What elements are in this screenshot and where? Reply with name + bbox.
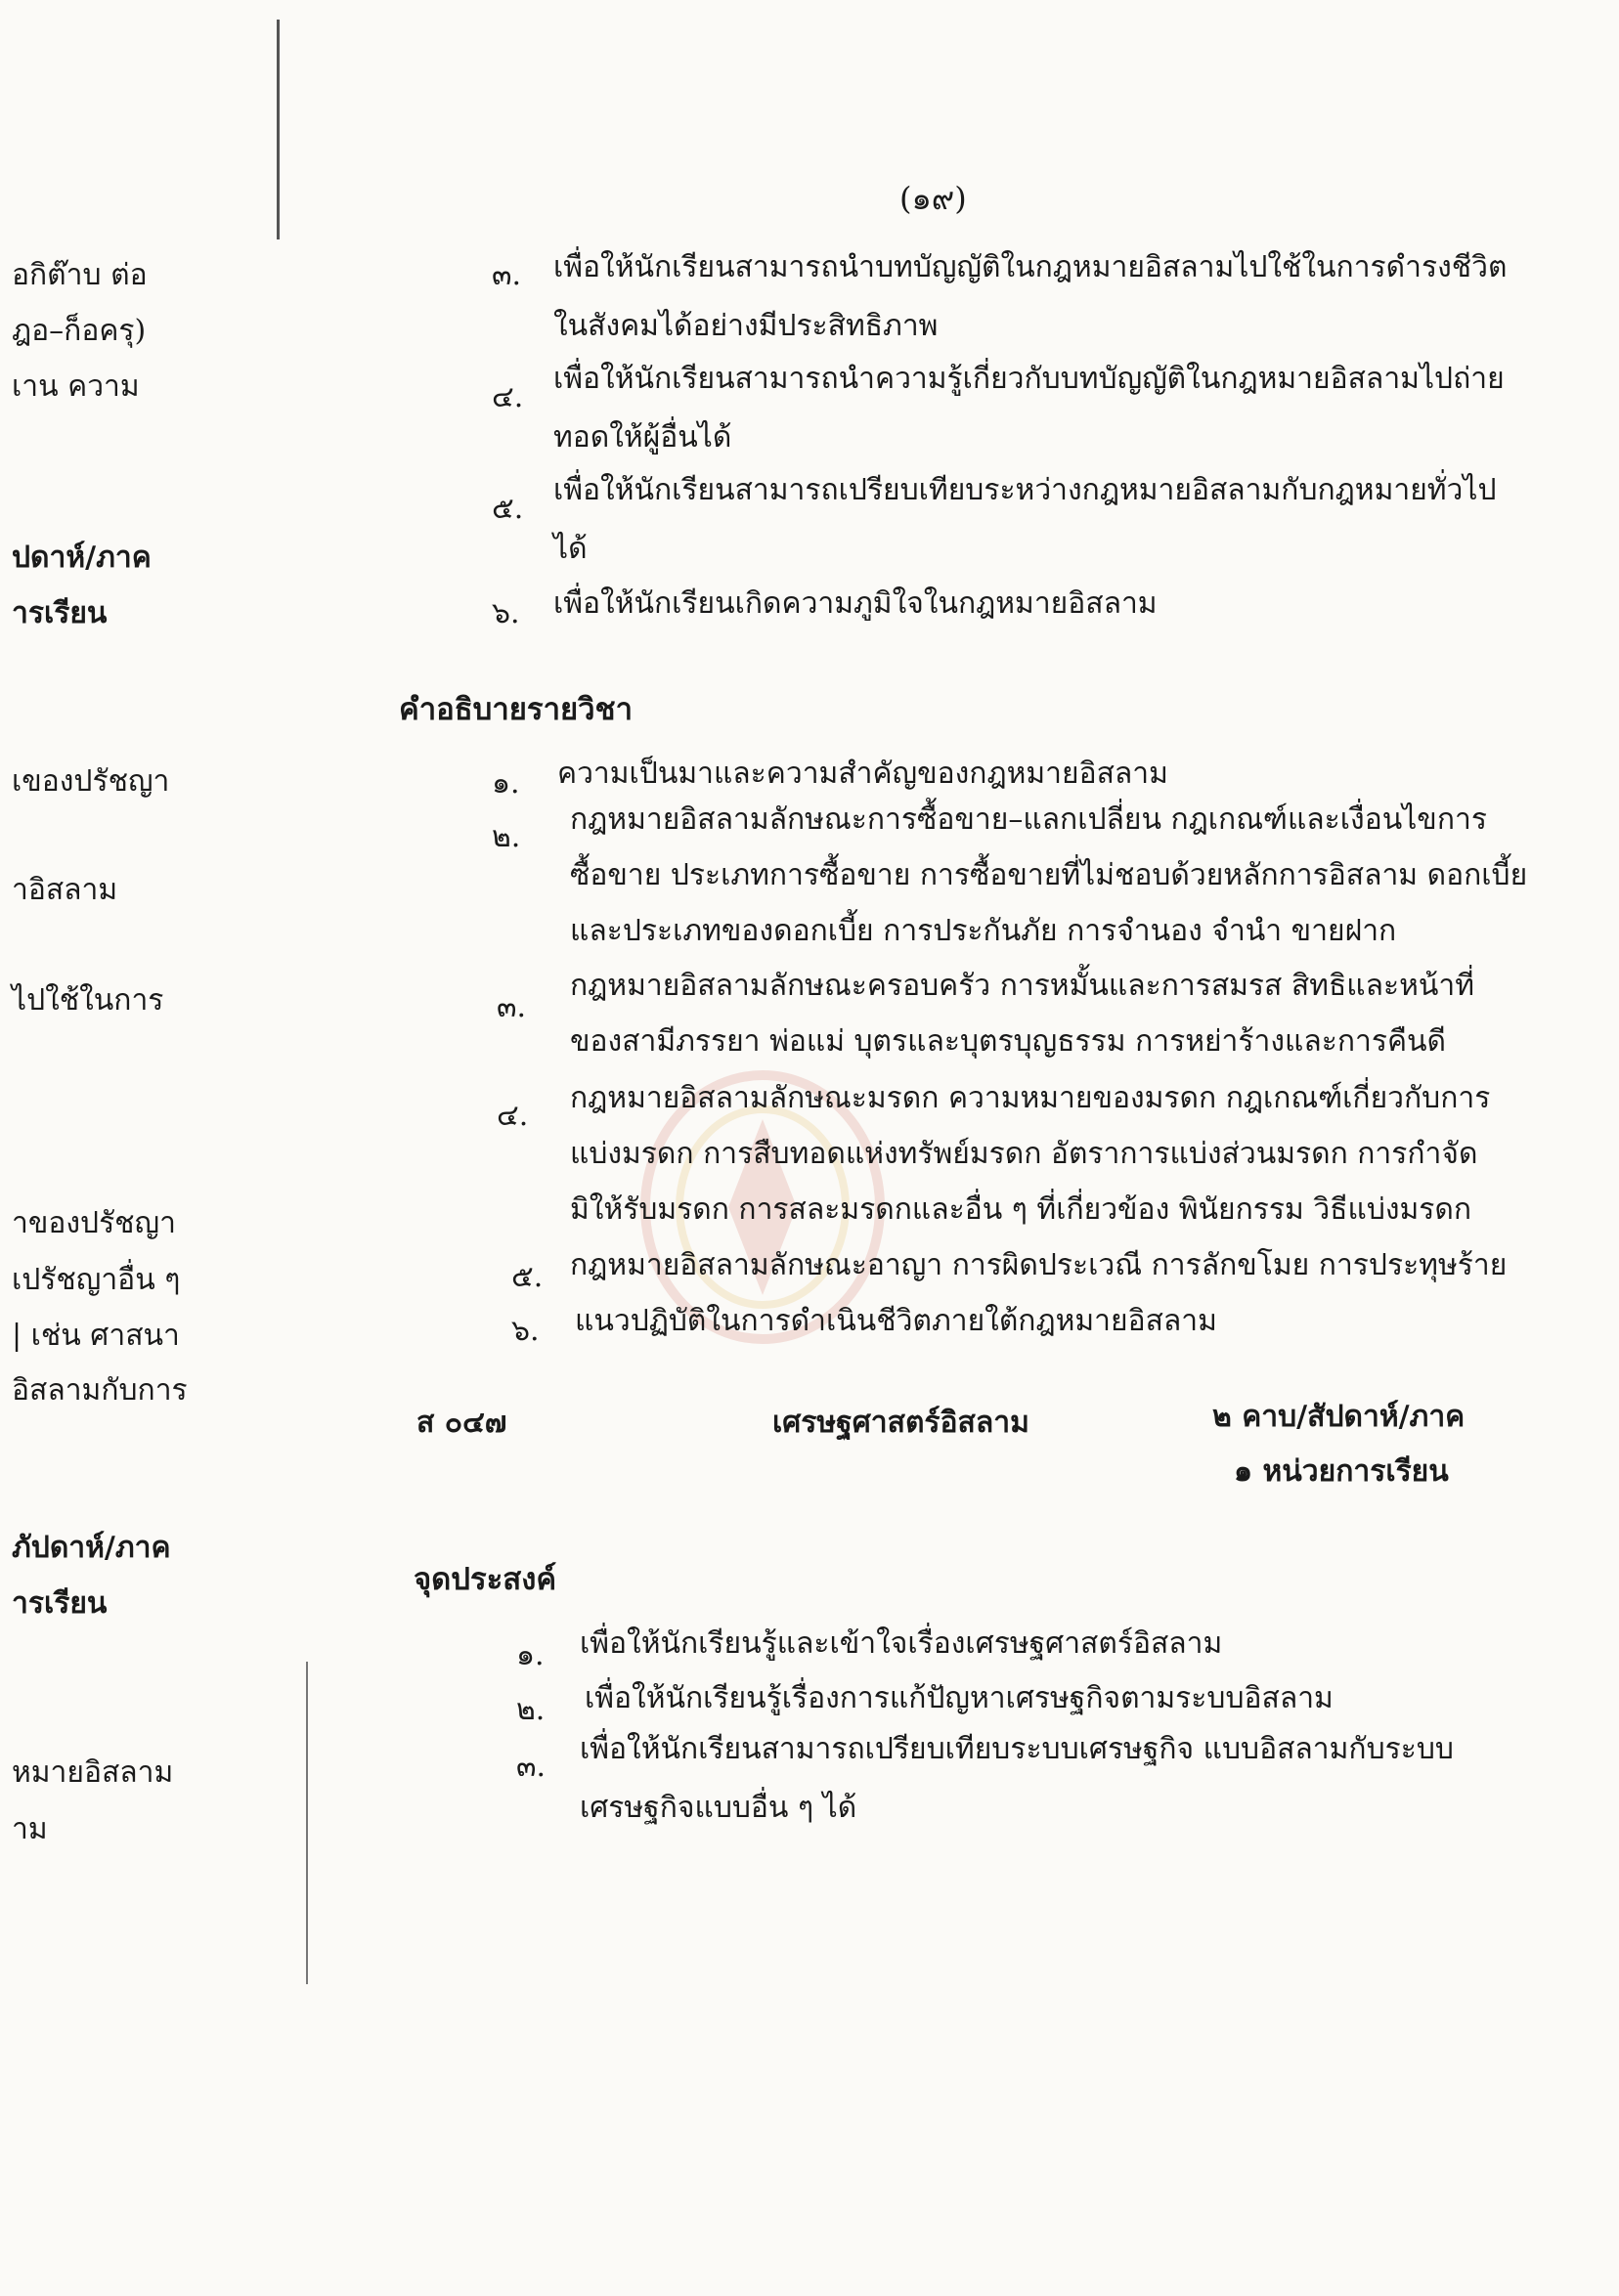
list-line: เพื่อให้นักเรียนเกิดความภูมิใจในกฎหมายอิสลาม [553,586,1158,621]
list-number: ๕. [511,1260,544,1294]
margin-fragment: ารเรียน [12,596,108,630]
list-line: เพื่อให้นักเรียนสามารถนำบทบัญญัติในกฎหมายอิสลามไปใช้ในการดำรงชีวิต [553,250,1508,284]
list-number: ๒. [492,820,521,854]
margin-fragment: ปดาห์/ภาค [12,541,152,575]
list-line: ความเป็นมาและความสำคัญของกฎหมายอิสลาม [557,757,1168,791]
list-number: ๔. [497,1099,529,1133]
margin-fragment: ารเรียน [12,1586,108,1621]
margin-fragment: าของปรัชญา [12,1206,176,1240]
list-line: ในสังคมได้อย่างมีประสิทธิภาพ [553,309,939,343]
list-line: กฎหมายอิสลามลักษณะมรดก ความหมายของมรดก กฎเกณฑ์เกี่ยวกับการ [570,1081,1491,1115]
margin-fragment: เาน ความ [12,369,140,404]
margin-fragment: เของปรัชญา [12,764,170,799]
list-number: ๕. [492,492,524,526]
list-number: ๓. [516,1750,547,1784]
course-hours: ๒ คาบ/สัปดาห์/ภาค [1212,1400,1466,1434]
margin-fragment: าม [12,1812,48,1846]
list-line: ของสามีภรรยา พ่อแม่ บุตรและบุตรบุญธรรม การหย่าร้างและการคืนดี [570,1024,1447,1059]
list-line: กฎหมายอิสลามลักษณะอาญา การผิดประเวณี การลักขโมย การประทุษร้าย [570,1248,1508,1282]
list-line: และประเภทของดอกเบี้ย การประกันภัย การจำนอง จำนำ ขายฝาก [570,914,1397,948]
list-number: ๖. [492,596,520,630]
list-line: กฎหมายอิสลามลักษณะการซื้อขาย–แลกเปลี่ยน กฎเกณฑ์และเงื่อนไขการ [570,802,1487,837]
course-credits: ๑ หน่วยการเรียน [1234,1454,1449,1489]
list-line: เพื่อให้นักเรียนสามารถเปรียบเทียบระหว่างกฎหมายอิสลามกับกฎหมายทั่วไป [553,473,1497,507]
list-line: ซื้อขาย ประเภทการซื้อขาย การซื้อขายที่ไม่ชอบด้วยหลักการอิสลาม ดอกเบี้ย [570,858,1528,892]
margin-fragment: | เช่น ศาสนา [12,1319,180,1353]
list-number: ๓. [497,990,527,1024]
list-line: แนวปฏิบัติในการดำเนินชีวิตภายใต้กฎหมายอิสลาม [575,1304,1217,1338]
list-number: ๖. [511,1314,540,1348]
page-edge-line-top [277,20,280,239]
list-line: เพื่อให้นักเรียนสามารถเปรียบเทียบระบบเศรษฐกิจ แบบอิสลามกับระบบ [580,1732,1454,1766]
margin-fragment: เปรัชญาอื่น ๆ [12,1263,181,1297]
list-number: ๔. [492,380,524,414]
section-heading-objectives: จุดประสงค์ [414,1562,557,1597]
course-title: เศรษฐศาสตร์อิสลาม [772,1406,1029,1440]
margin-fragment: อิสลามกับการ [12,1373,188,1408]
margin-fragment: หมายอิสลาม [12,1755,174,1790]
margin-fragment: ฎอ–ก็อครุ) [12,314,147,348]
list-number: ๑. [492,766,520,801]
page-edge-line-bottom [306,1662,308,1984]
margin-fragment: ไปใช้ในการ [12,983,164,1018]
list-line: ทอดให้ผู้อื่นได้ [553,420,732,455]
margin-fragment: อกิต๊าบ ต่อ [12,258,148,292]
list-number: ๓. [492,258,522,292]
section-heading-description: คำอธิบายรายวิชา [399,692,634,727]
course-code: ส ๐๔๗ [416,1406,507,1440]
list-number: ๒. [516,1693,546,1727]
list-line: ได้ [553,532,588,566]
list-number: ๑. [516,1638,545,1672]
list-line: กฎหมายอิสลามลักษณะครอบครัว การหมั้นและการสมรส สิทธิและหน้าที่ [570,969,1475,1003]
list-line: มิให้รับมรดก การสละมรดกและอื่น ๆ ที่เกี่ยวข้อง พินัยกรรม วิธีแบ่งมรดก [570,1192,1472,1227]
list-line: เพื่อให้นักเรียนรู้เรื่องการแก้ปัญหาเศรษฐกิจตามระบบอิสลาม [585,1681,1334,1715]
list-line: เพื่อให้นักเรียนสามารถนำความรู้เกี่ยวกับบทบัญญัติในกฎหมายอิสลามไปถ่าย [553,362,1505,396]
margin-fragment: าอิสลาม [12,873,118,907]
margin-fragment: ภัปดาห์/ภาค [12,1531,171,1565]
list-line: เศรษฐกิจแบบอื่น ๆ ได้ [580,1791,857,1825]
list-line: เพื่อให้นักเรียนรู้และเข้าใจเรื่องเศรษฐศาสตร์อิสลาม [580,1626,1223,1661]
list-line: แบ่งมรดก การสืบทอดแห่งทรัพย์มรดก อัตราการแบ่งส่วนมรดก การกำจัด [570,1137,1478,1171]
page-number: (๑๙) [899,180,967,217]
